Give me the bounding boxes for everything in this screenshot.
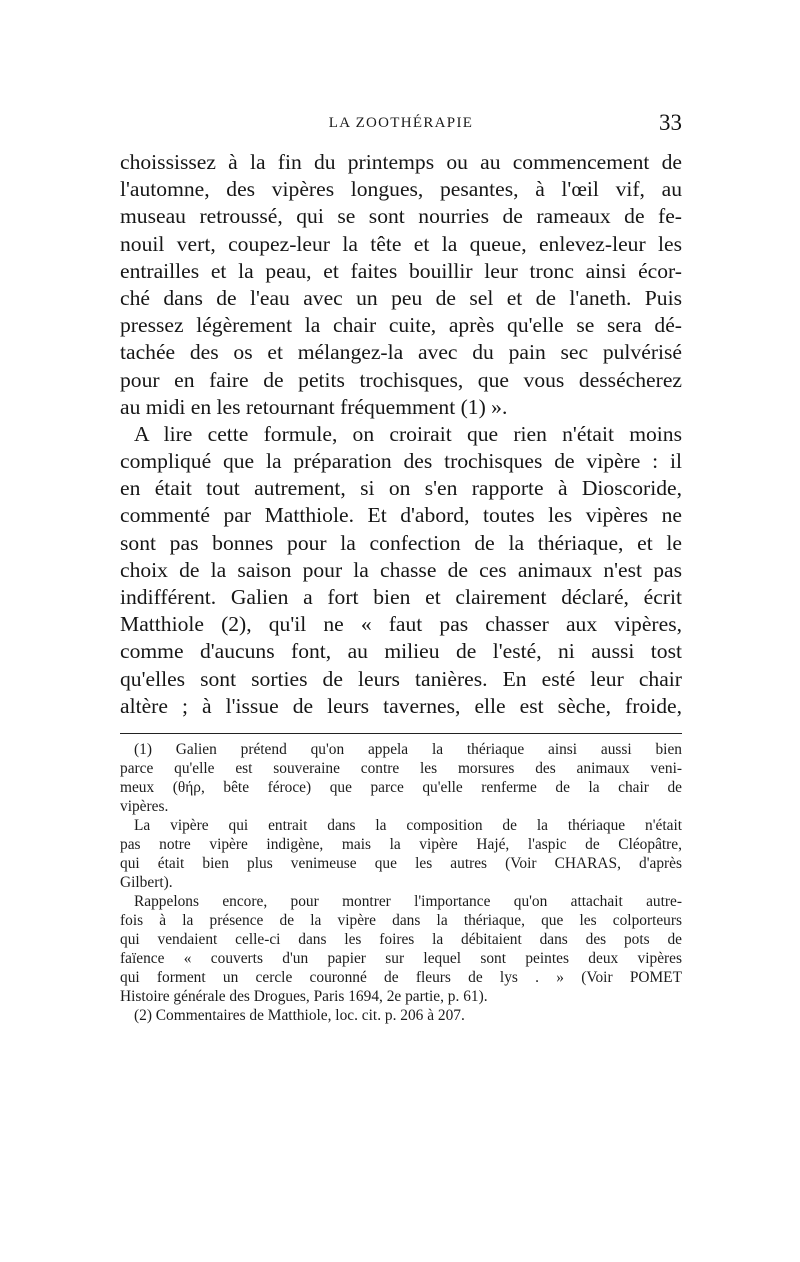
footnote-line: pas notre vipère indigène, mais la vipère Hajé, l'aspic de Cléopâtre, bbox=[120, 836, 682, 853]
footnote-line: Gilbert). bbox=[120, 874, 173, 891]
text-line: Matthiole (2), qu'il ne « faut pas chasser aux vipères, bbox=[120, 612, 682, 637]
text-line: qu'elles sont sorties de leurs tanières. En esté leur chair bbox=[120, 666, 682, 691]
text-line: commenté par Matthiole. Et d'abord, toutes les vipères ne bbox=[120, 503, 682, 528]
running-title: LA ZOOTHÉRAPIE bbox=[328, 115, 474, 131]
page-header bbox=[120, 110, 682, 139]
text-line: pressez légèrement la chair cuite, après qu'elle se sera dé- bbox=[120, 313, 682, 338]
footnote-line: qui vendaient celle-ci dans les foires la débitaient dans des pots de bbox=[120, 931, 682, 948]
text-line: choississez à la fin du printemps ou au commencement de bbox=[120, 150, 682, 174]
text-line: A lire cette formule, on croirait que rien n'était moins bbox=[134, 421, 682, 446]
text-line: sont pas bonnes pour la confection de la thériaque, et le bbox=[120, 530, 682, 555]
footnote-line: La vipère qui entrait dans la composition de la thériaque n'était bbox=[134, 817, 682, 834]
text-line: museau retroussé, qui se sont nourries de rameaux de fe- bbox=[120, 204, 682, 229]
text-line: au midi en les retournant fréquemment (1) ». bbox=[120, 394, 508, 419]
footnote-line: (1) Galien prétend qu'on appela la thériaque ainsi aussi bien bbox=[134, 741, 682, 758]
footnote-line: faïence « couverts d'un papier sur lequel sont peintes deux vipères bbox=[120, 950, 682, 967]
text-line: entrailles et la peau, et faites bouillir leur tronc ainsi écor- bbox=[120, 258, 682, 283]
text-line: en était tout autrement, si on s'en rapporte à Dioscoride, bbox=[120, 476, 682, 501]
page-number: 33 bbox=[659, 110, 682, 135]
text-line: tachée des os et mélangez-la avec du pain sec pulvérisé bbox=[120, 340, 682, 365]
text-line: ché dans de l'eau avec un peu de sel et de l'aneth. Puis bbox=[120, 285, 682, 310]
text-line: pour en faire de petits trochisques, que vous dessécherez bbox=[120, 367, 682, 392]
footnote-line: (2) Commentaires de Matthiole, loc. cit. p. 206 à 207. bbox=[134, 1007, 465, 1024]
footnote-line: vipères. bbox=[120, 798, 169, 815]
footnote-line: qui forment un cercle couronné de fleurs de lys . » (Voir POMET bbox=[120, 969, 682, 986]
main-text bbox=[120, 149, 682, 720]
text-line: comme d'aucuns font, au milieu de l'esté, ni aussi tost bbox=[120, 639, 682, 664]
footnote-line: fois à la présence de la vipère dans la thériaque, que les colporteurs bbox=[120, 912, 682, 929]
text-line: choix de la saison pour la chasse de ces animaux n'est pas bbox=[120, 557, 682, 582]
text-line: l'automne, des vipères longues, pesantes, à l'œil vif, au bbox=[120, 177, 682, 202]
text-line: nouil vert, coupez-leur la tête et la queue, enlevez-leur les bbox=[120, 231, 682, 256]
text-line: altère ; à l'issue de leurs tavernes, elle est sèche, froide, bbox=[120, 693, 682, 718]
text-line: indifférent. Galien a fort bien et clairement déclaré, écrit bbox=[120, 585, 682, 609]
footnote-line: qui était bien plus venimeuse que les autres (Voir CHARAS, d'après bbox=[120, 855, 682, 872]
footnote-line: parce qu'elle est souveraine contre les morsures des animaux veni- bbox=[120, 760, 682, 777]
text-line: compliqué que la préparation des trochisques de vipère : il bbox=[120, 449, 682, 474]
footnote-line: Histoire générale des Drogues, Paris 1694, 2e partie, p. 61). bbox=[120, 988, 488, 1005]
footnote-line: meux (θήρ, bête féroce) que parce qu'elle renferme de la chair de bbox=[120, 779, 682, 796]
footnote-divider bbox=[120, 733, 682, 734]
footnote-line: Rappelons encore, pour montrer l'importance qu'on attachait autre- bbox=[134, 893, 682, 910]
footnotes bbox=[120, 740, 682, 1025]
